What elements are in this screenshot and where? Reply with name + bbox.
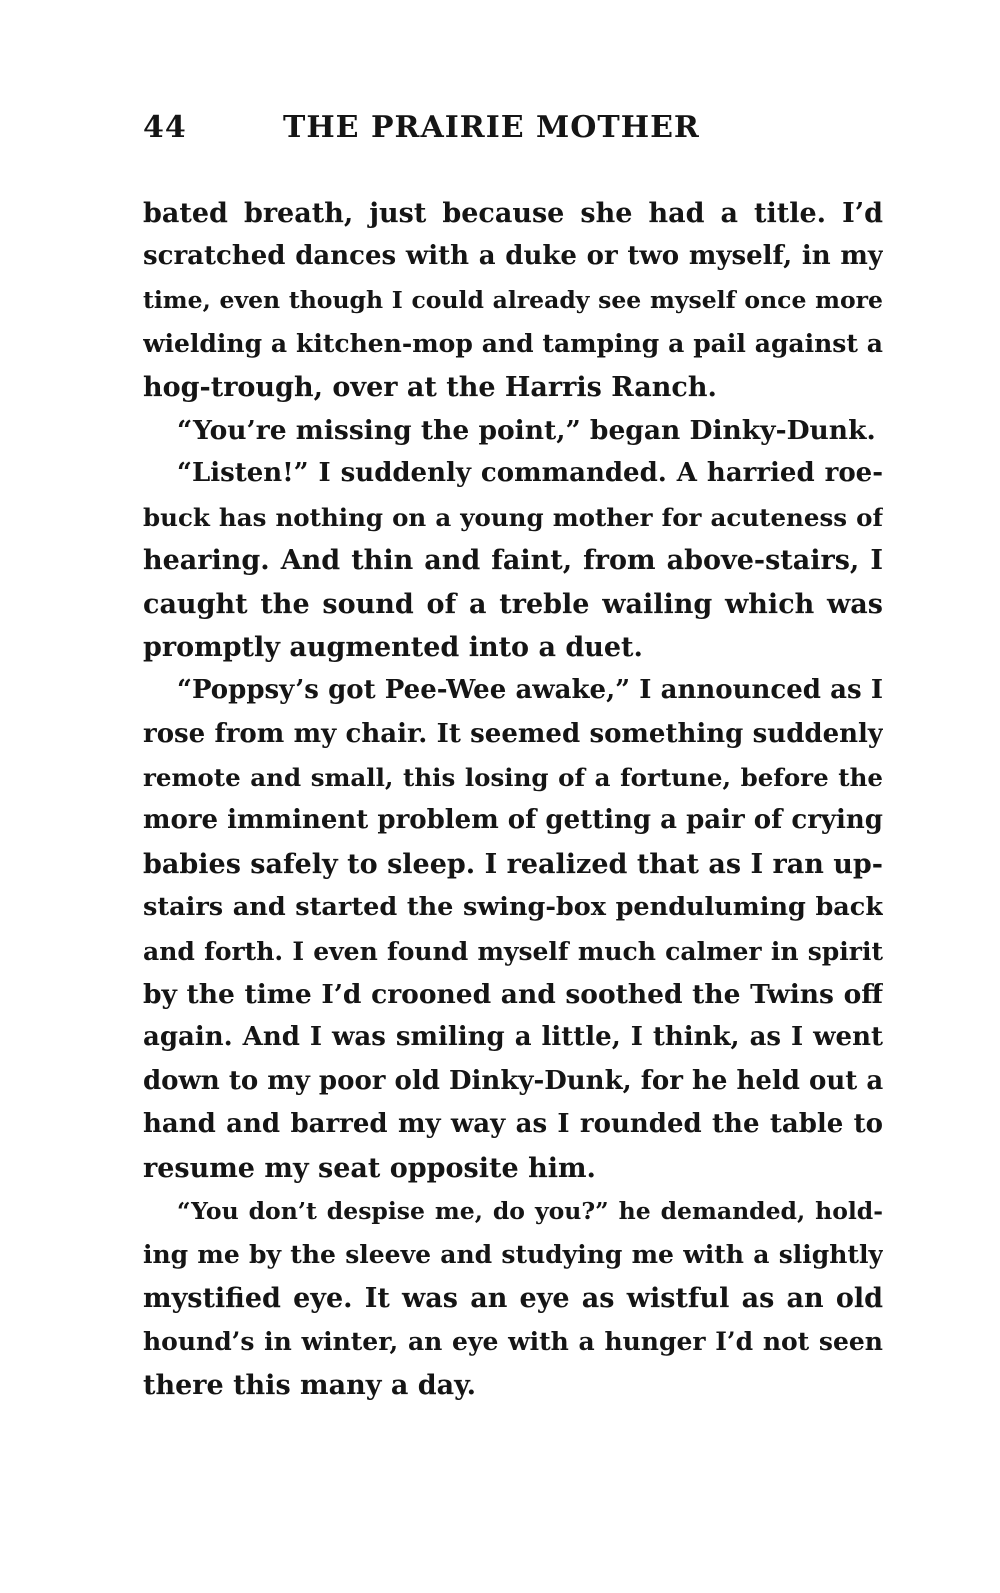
text-line: resume my seat opposite him. <box>143 1152 596 1184</box>
text-line: and forth. I even found myself much calmer in spirit <box>143 936 883 966</box>
text-line: scratched dances with a duke or two myself, in my <box>143 241 883 272</box>
text-line: there this many a day. <box>143 1369 477 1401</box>
text-line: hand and barred my way as I rounded the table to <box>143 1109 883 1140</box>
running-head <box>143 110 883 160</box>
text-line: caught the sound of a treble wailing which was <box>143 588 883 620</box>
page-number: 44 <box>143 110 187 145</box>
text-line: “You don’t despise me, do you?” he demanded, hold- <box>177 1196 883 1225</box>
text-line: babies safely to sleep. I realized that as I ran up- <box>143 848 883 880</box>
text-line: ing me by the sleeve and studying me with a slightly <box>143 1240 883 1270</box>
text-line: mystified eye. It was an eye as wistful as an old <box>143 1282 883 1314</box>
text-line: by the time I’d crooned and soothed the Twins off <box>143 979 883 1011</box>
text-line: buck has nothing on a young mother for acuteness of <box>143 502 883 532</box>
text-line: down to my poor old Dinky-Dunk, for he held out a <box>143 1065 883 1096</box>
text-line: hearing. And thin and faint, from above-stairs, I <box>143 545 883 577</box>
text-line: bated breath, just because she had a title. I’d <box>143 198 883 229</box>
text-line: remote and small, this losing of a fortune, before the <box>143 763 883 793</box>
text-line: “Listen!” I suddenly commanded. A harried roe- <box>177 458 883 489</box>
text-line: wielding a kitchen-mop and tamping a pail against a <box>143 329 883 359</box>
running-title: THE PRAIRIE MOTHER <box>283 110 700 145</box>
text-line: “You’re missing the point,” began Dinky-Dunk. <box>177 414 876 446</box>
text-line: rose from my chair. It seemed something suddenly <box>143 718 883 749</box>
text-line: hog-trough, over at the Harris Ranch. <box>143 371 717 403</box>
text-line: hound’s in winter, an eye with a hunger I’d not seen <box>143 1327 883 1357</box>
text-line: more imminent problem of getting a pair of crying <box>143 805 883 836</box>
text-line: time, even though I could already see myself once more <box>143 285 883 314</box>
text-line: “Poppsy’s got Pee-Wee awake,” I announced as I <box>177 675 883 706</box>
text-line: stairs and started the swing-box penduluming back <box>143 892 883 923</box>
body-text <box>143 192 883 1407</box>
text-line: promptly augmented into a duet. <box>143 631 643 663</box>
text-line: again. And I was smiling a little, I think, as I went <box>143 1022 883 1053</box>
